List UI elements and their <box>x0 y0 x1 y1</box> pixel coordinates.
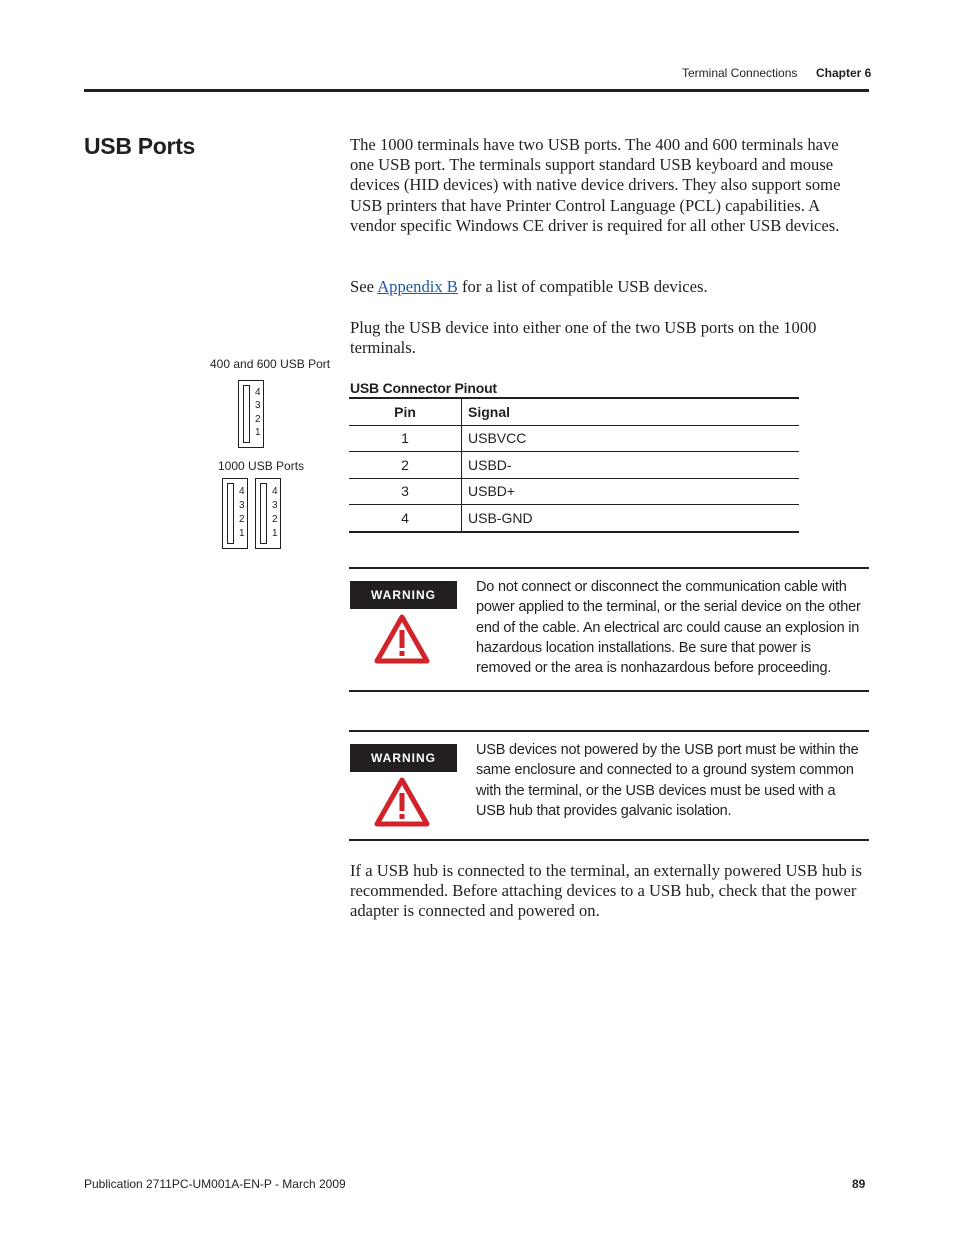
pin-label: 4 <box>255 387 261 398</box>
signal-cell: USBVCC <box>462 425 800 452</box>
pin-label: 2 <box>272 514 278 525</box>
pin-label: 1 <box>239 528 245 539</box>
dual-port-diagram-label: 1000 USB Ports <box>218 459 305 473</box>
warning-badge: WARNING <box>350 744 457 772</box>
pin-label: 3 <box>272 500 278 511</box>
signal-cell: USB-GND <box>462 505 800 532</box>
pin-cell: 2 <box>349 452 462 479</box>
warning-badge: WARNING <box>350 581 457 609</box>
pin-label: 3 <box>239 500 245 511</box>
usb-port-diagram <box>238 380 264 448</box>
header-rule <box>84 89 869 92</box>
warning-triangle-icon <box>374 777 430 827</box>
table-header-row <box>349 398 799 425</box>
pin-cell: 3 <box>349 478 462 505</box>
warning-text: Do not connect or disconnect the communication cable with power applied to the terminal, or the serial device on the other end of the cable. An electrical arc could cause an explosion in hazardous location installations. Be sure that power is removed or the area is nonhazardous before proceeding. <box>476 579 861 677</box>
footer-publication: Publication 2711PC-UM001A-EN-P - March 2009 <box>84 1177 346 1191</box>
usb-port-slot <box>227 483 234 544</box>
pin-label: 2 <box>255 414 261 425</box>
column-header-signal: Signal <box>462 398 800 425</box>
appendix-reference-paragraph <box>350 277 865 297</box>
signal-cell: USBD+ <box>462 478 800 505</box>
pin-cell: 1 <box>349 425 462 452</box>
appendix-ref-prefix: See <box>350 277 378 296</box>
signal-cell: USBD- <box>462 452 800 479</box>
running-header-chapter: Chapter 6 <box>816 66 872 80</box>
warning-triangle-icon <box>374 614 430 664</box>
intro-paragraph: The 1000 terminals have two USB ports. The 400 and 600 terminals have one USB port. The terminals support standard USB keyboard and mouse devices (HID devices) with native device drivers. They also support some USB printers that have Printer Control Language (PCL) capabilities. A vendor specific Windows CE driver is required for all other USB devices. <box>350 135 841 235</box>
appendix-b-link[interactable]: Appendix B <box>377 277 458 296</box>
usb-pinout-table <box>349 397 799 533</box>
usb-port-diagram <box>255 478 281 549</box>
table-row <box>349 452 799 479</box>
plug-instruction-paragraph: Plug the USB device into either one of the two USB ports on the 1000 terminals. <box>350 318 817 358</box>
running-header-section: Terminal Connections <box>682 66 798 80</box>
warning-bottom-rule <box>349 690 869 692</box>
appendix-ref-suffix: for a list of compatible USB devices. <box>457 277 708 296</box>
pin-label: 4 <box>272 486 278 497</box>
table-title: USB Connector Pinout <box>350 380 497 396</box>
usb-port-diagram <box>222 478 248 549</box>
column-header-pin: Pin <box>349 398 462 425</box>
page-title: USB Ports <box>84 133 196 159</box>
warning-text: USB devices not powered by the USB port must be within the same enclosure and connected to a ground system common with the terminal, or the USB devices must be used with a USB hub that provides galvanic isolation. <box>476 742 859 819</box>
single-port-diagram-label: 400 and 600 USB Port <box>210 357 331 371</box>
pin-label: 2 <box>239 514 245 525</box>
warning-top-rule <box>349 730 869 732</box>
pin-label: 1 <box>272 528 278 539</box>
table-row <box>349 425 799 452</box>
warning-bottom-rule <box>349 839 869 841</box>
usb-port-slot <box>243 385 250 443</box>
pin-cell: 4 <box>349 505 462 532</box>
warning-top-rule <box>349 567 869 569</box>
footer-page-number: 89 <box>852 1177 866 1191</box>
pin-label: 1 <box>255 427 261 438</box>
usb-hub-paragraph: If a USB hub is connected to the terminal, an externally powered USB hub is recommended. Before attaching devices to a USB hub, check that the power adapter is connected and powered on. <box>350 861 862 921</box>
usb-port-slot <box>260 483 267 544</box>
pin-label: 4 <box>239 486 245 497</box>
table-row <box>349 505 799 532</box>
pin-label: 3 <box>255 400 261 411</box>
table-row <box>349 478 799 505</box>
